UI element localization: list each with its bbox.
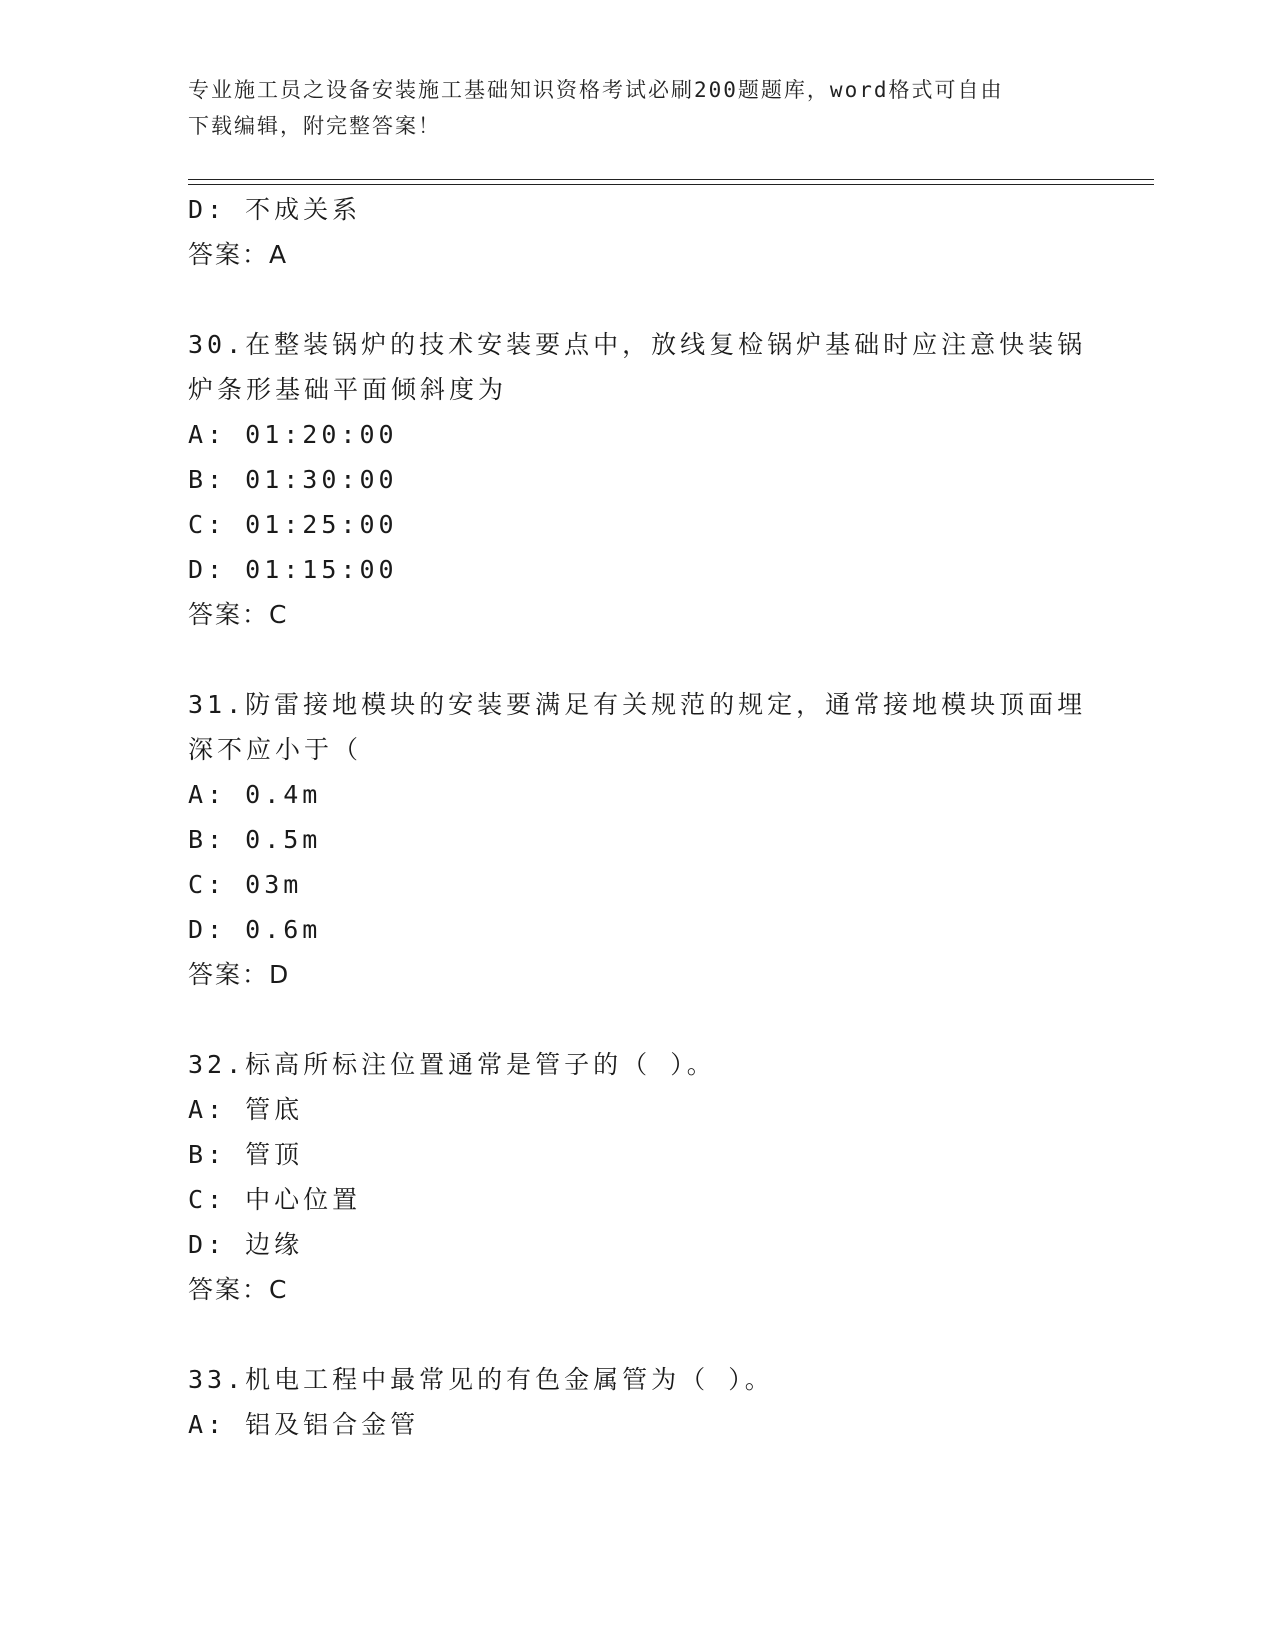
question-30-option-b: B: 01:30:00 <box>188 465 398 494</box>
header-divider-bottom <box>188 184 1154 185</box>
question-32-option-c: C: 中心位置 <box>188 1185 362 1214</box>
question-31-answer: 答案：D <box>188 960 291 989</box>
header-title-line-2: 下载编辑，附完整答案！ <box>188 114 441 138</box>
question-30-stem-line-2: 炉条形基础平面倾斜度为 <box>188 375 508 404</box>
question-31-stem-line-1: 31.防雷接地模块的安装要满足有关规范的规定，通常接地模块顶面埋 <box>188 690 1087 719</box>
header-title-line-1: 专业施工员之设备安装施工基础知识资格考试必刷200题题库，word格式可自由 <box>188 78 1004 102</box>
question-31-stem-line-2: 深不应小于（ <box>188 735 363 764</box>
question-32-stem-line-1: 32.标高所标注位置通常是管子的（ ）。 <box>188 1050 716 1079</box>
question-30-stem-line-1: 30.在整装锅炉的技术安装要点中，放线复检锅炉基础时应注意快装锅 <box>188 330 1087 359</box>
question-30-option-d: D: 01:15:00 <box>188 555 398 584</box>
question-32-option-b: B: 管顶 <box>188 1140 304 1169</box>
question-33-option-a: A: 铝及铝合金管 <box>188 1410 420 1439</box>
question-32-option-a: A: 管底 <box>188 1095 304 1124</box>
question-32-answer: 答案：C <box>188 1275 289 1304</box>
answer-line: 答案：A <box>188 240 289 269</box>
question-32-option-d: D: 边缘 <box>188 1230 304 1259</box>
question-31-option-d: D: 0.6m <box>188 915 322 944</box>
question-31-option-b: B: 0.5m <box>188 825 322 854</box>
question-31-option-a: A: 0.4m <box>188 780 322 809</box>
question-30-answer: 答案：C <box>188 600 289 629</box>
option-d: D: 不成关系 <box>188 195 362 224</box>
header-divider-top <box>188 179 1154 180</box>
question-30-option-c: C: 01:25:00 <box>188 510 398 539</box>
document-header <box>188 72 1088 144</box>
question-33-stem-line-1: 33.机电工程中最常见的有色金属管为（ ）。 <box>188 1365 774 1394</box>
question-31-option-c: C: 03m <box>188 870 303 899</box>
question-30-option-a: A: 01:20:00 <box>188 420 398 449</box>
